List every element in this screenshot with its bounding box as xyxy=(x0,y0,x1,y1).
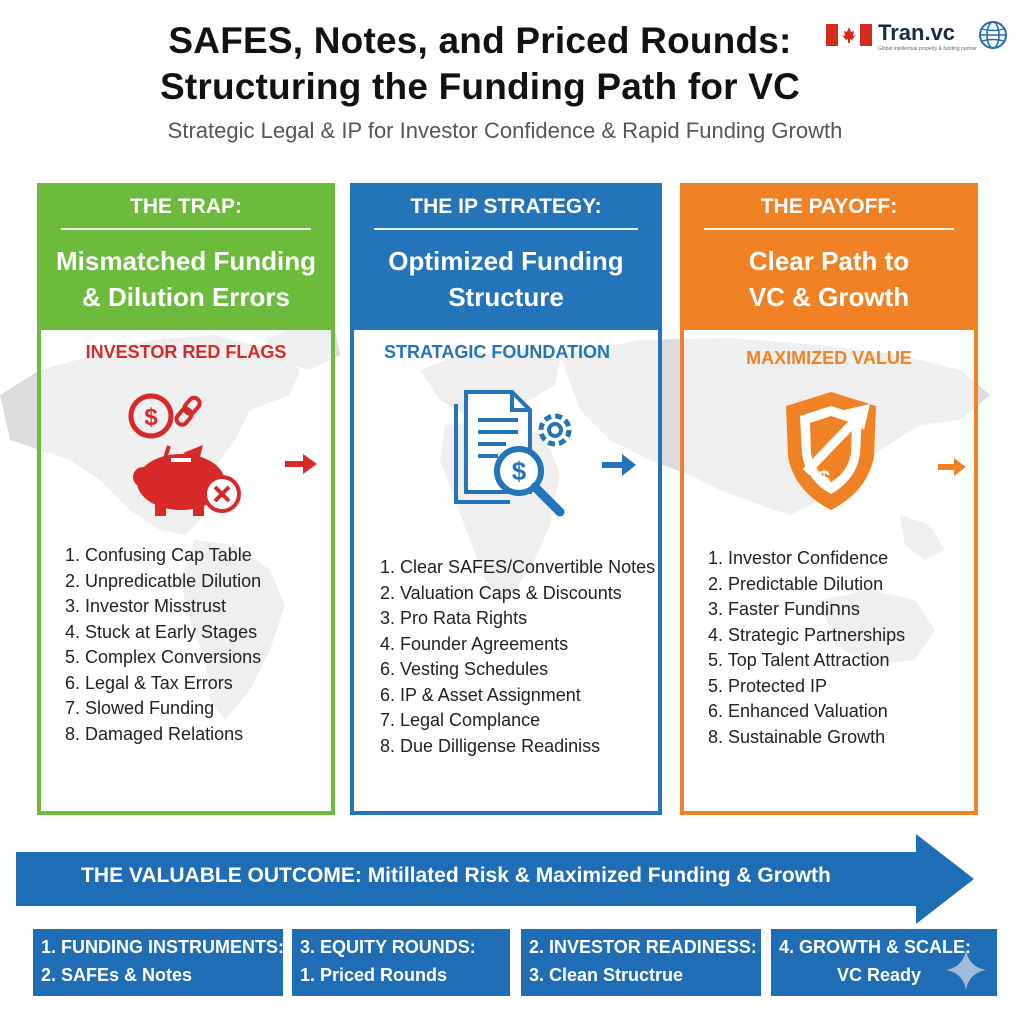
list-item: 5. Top Talent Attraction xyxy=(708,650,890,670)
list-item: 3. Investor Misstrust xyxy=(65,596,227,616)
column-strategy-header xyxy=(350,183,662,330)
column-trap xyxy=(37,183,335,815)
column-strategy-list xyxy=(380,555,655,759)
headline-line2: & Dilution Errors xyxy=(81,282,290,312)
outcome-text: THE VALUABLE OUTCOME: Mitillated Risk & Maximized Funding & Growth xyxy=(81,864,831,887)
stage-title: 3. EQUITY ROUNDS: xyxy=(300,937,476,957)
list-item: 5. Protected IP xyxy=(708,675,828,696)
arrow-right-icon xyxy=(285,454,317,474)
stage-title: 2. INVESTOR READINESS: xyxy=(529,937,757,957)
header-divider xyxy=(704,228,954,230)
headline-line1: Mismatched Funding xyxy=(56,246,316,276)
list-item: 7. Slowed Funding xyxy=(65,698,215,718)
column-payoff-section-title: MAXIMIZED VALUE xyxy=(746,348,912,368)
column-trap-section-title: INVESTOR RED FLAGS xyxy=(85,342,287,362)
stage-box-investor-readiness xyxy=(521,929,761,996)
stage-box-equity-rounds xyxy=(292,929,510,996)
logo-tagline: Global intellectual property & funding partner xyxy=(878,46,977,52)
page-subtitle: Strategic Legal & IP for Investor Confidence & Rapid Funding Growth xyxy=(167,118,843,143)
header-divider xyxy=(61,228,311,230)
column-strategy xyxy=(350,183,662,815)
column-strategy-section-title: STRATAGIC FOUNDATION xyxy=(384,342,610,362)
list-item: 2. Unpredicatble Dilution xyxy=(65,570,262,591)
arrow-right-icon xyxy=(602,454,636,476)
list-item: 6. Legal & Tax Errors xyxy=(65,672,233,693)
document-magnifier-gear-icon xyxy=(442,384,582,519)
list-item: 7. Legal Complance xyxy=(380,710,541,730)
column-payoff-label: THE PAYOFF: xyxy=(760,195,898,218)
stage-detail: 3. Clean Structrue xyxy=(529,965,684,985)
column-trap-list xyxy=(65,543,261,747)
stage-title: 4. GROWTH & SCALE: xyxy=(779,937,971,957)
list-item: 3. Pro Rata Rights xyxy=(380,608,528,628)
column-payoff-headline xyxy=(680,243,978,315)
svg-text:$: $ xyxy=(511,456,527,486)
column-trap-header xyxy=(37,183,335,330)
list-item: 1. Clear SAFES/Convertible Notes xyxy=(380,557,656,577)
stage-detail: 1. Priced Rounds xyxy=(300,965,448,985)
stage-box-funding-instruments xyxy=(33,929,283,996)
headline-line1: Clear Path to xyxy=(748,246,910,276)
list-item: 6. Vesting Schedules xyxy=(380,659,549,679)
arrow-right-icon xyxy=(938,458,966,476)
list-item: 4. Stuck at Early Stages xyxy=(65,621,258,642)
page-title-line1: SAFES, Notes, and Priced Rounds: xyxy=(168,20,792,61)
column-strategy-body xyxy=(350,330,662,815)
column-strategy-headline xyxy=(350,243,662,315)
stage-detail: VC Ready xyxy=(837,965,922,985)
column-trap-headline xyxy=(37,243,335,315)
column-payoff-header xyxy=(680,183,978,330)
page-title-line2: Structuring the Funding Path for VC xyxy=(159,66,801,107)
list-item: 4. Founder Agreements xyxy=(380,633,569,654)
list-item: 5. Complex Conversions xyxy=(65,647,262,667)
globe-icon xyxy=(978,20,1008,50)
list-item: 1. Confusing Cap Table xyxy=(65,545,252,565)
list-item: 1. Investor Confidence xyxy=(708,548,889,568)
list-item: 6. Enhanced Valuation xyxy=(708,701,888,721)
list-item: 6. IP & Asset Assignment xyxy=(380,684,581,705)
headline-line2: Structure xyxy=(448,282,564,312)
sparkle-icon xyxy=(944,948,988,992)
column-trap-body xyxy=(37,330,335,815)
column-payoff xyxy=(680,183,978,815)
headline-line1: Optimized Funding xyxy=(388,246,624,276)
headline-line2: VC & Growth xyxy=(748,282,910,312)
list-item: 8. Sustainable Growth xyxy=(708,726,886,747)
list-item: 2. Valuation Caps & Discounts xyxy=(380,582,622,603)
column-strategy-label: THE IP STRATEGY: xyxy=(410,195,602,218)
logo-text: Tran.vc xyxy=(878,20,956,45)
canada-flag-icon xyxy=(826,24,872,46)
list-item: 8. Damaged Relations xyxy=(65,723,244,744)
column-payoff-body xyxy=(680,330,978,815)
svg-text:$: $ xyxy=(817,466,831,491)
column-trap-label: THE TRAP: xyxy=(130,195,242,218)
list-item: 2. Predictable Dilution xyxy=(708,573,884,594)
header-divider xyxy=(374,228,638,230)
stage-detail: 2. SAFEs & Notes xyxy=(41,965,193,985)
brand-logo xyxy=(826,18,1010,58)
svg-text:$: $ xyxy=(144,404,158,431)
column-payoff-list xyxy=(708,546,905,750)
shield-growth-arrow-icon xyxy=(776,386,886,516)
list-item: 4. Strategic Partnerships xyxy=(708,624,906,645)
list-item: 8. Due Dilligense Readiniss xyxy=(380,735,601,756)
broken-piggy-bank-icon xyxy=(121,384,256,519)
stage-title: 1. FUNDING INSTRUMENTS: xyxy=(41,937,284,957)
list-item: 3. Faster Fundiחns xyxy=(708,599,860,619)
